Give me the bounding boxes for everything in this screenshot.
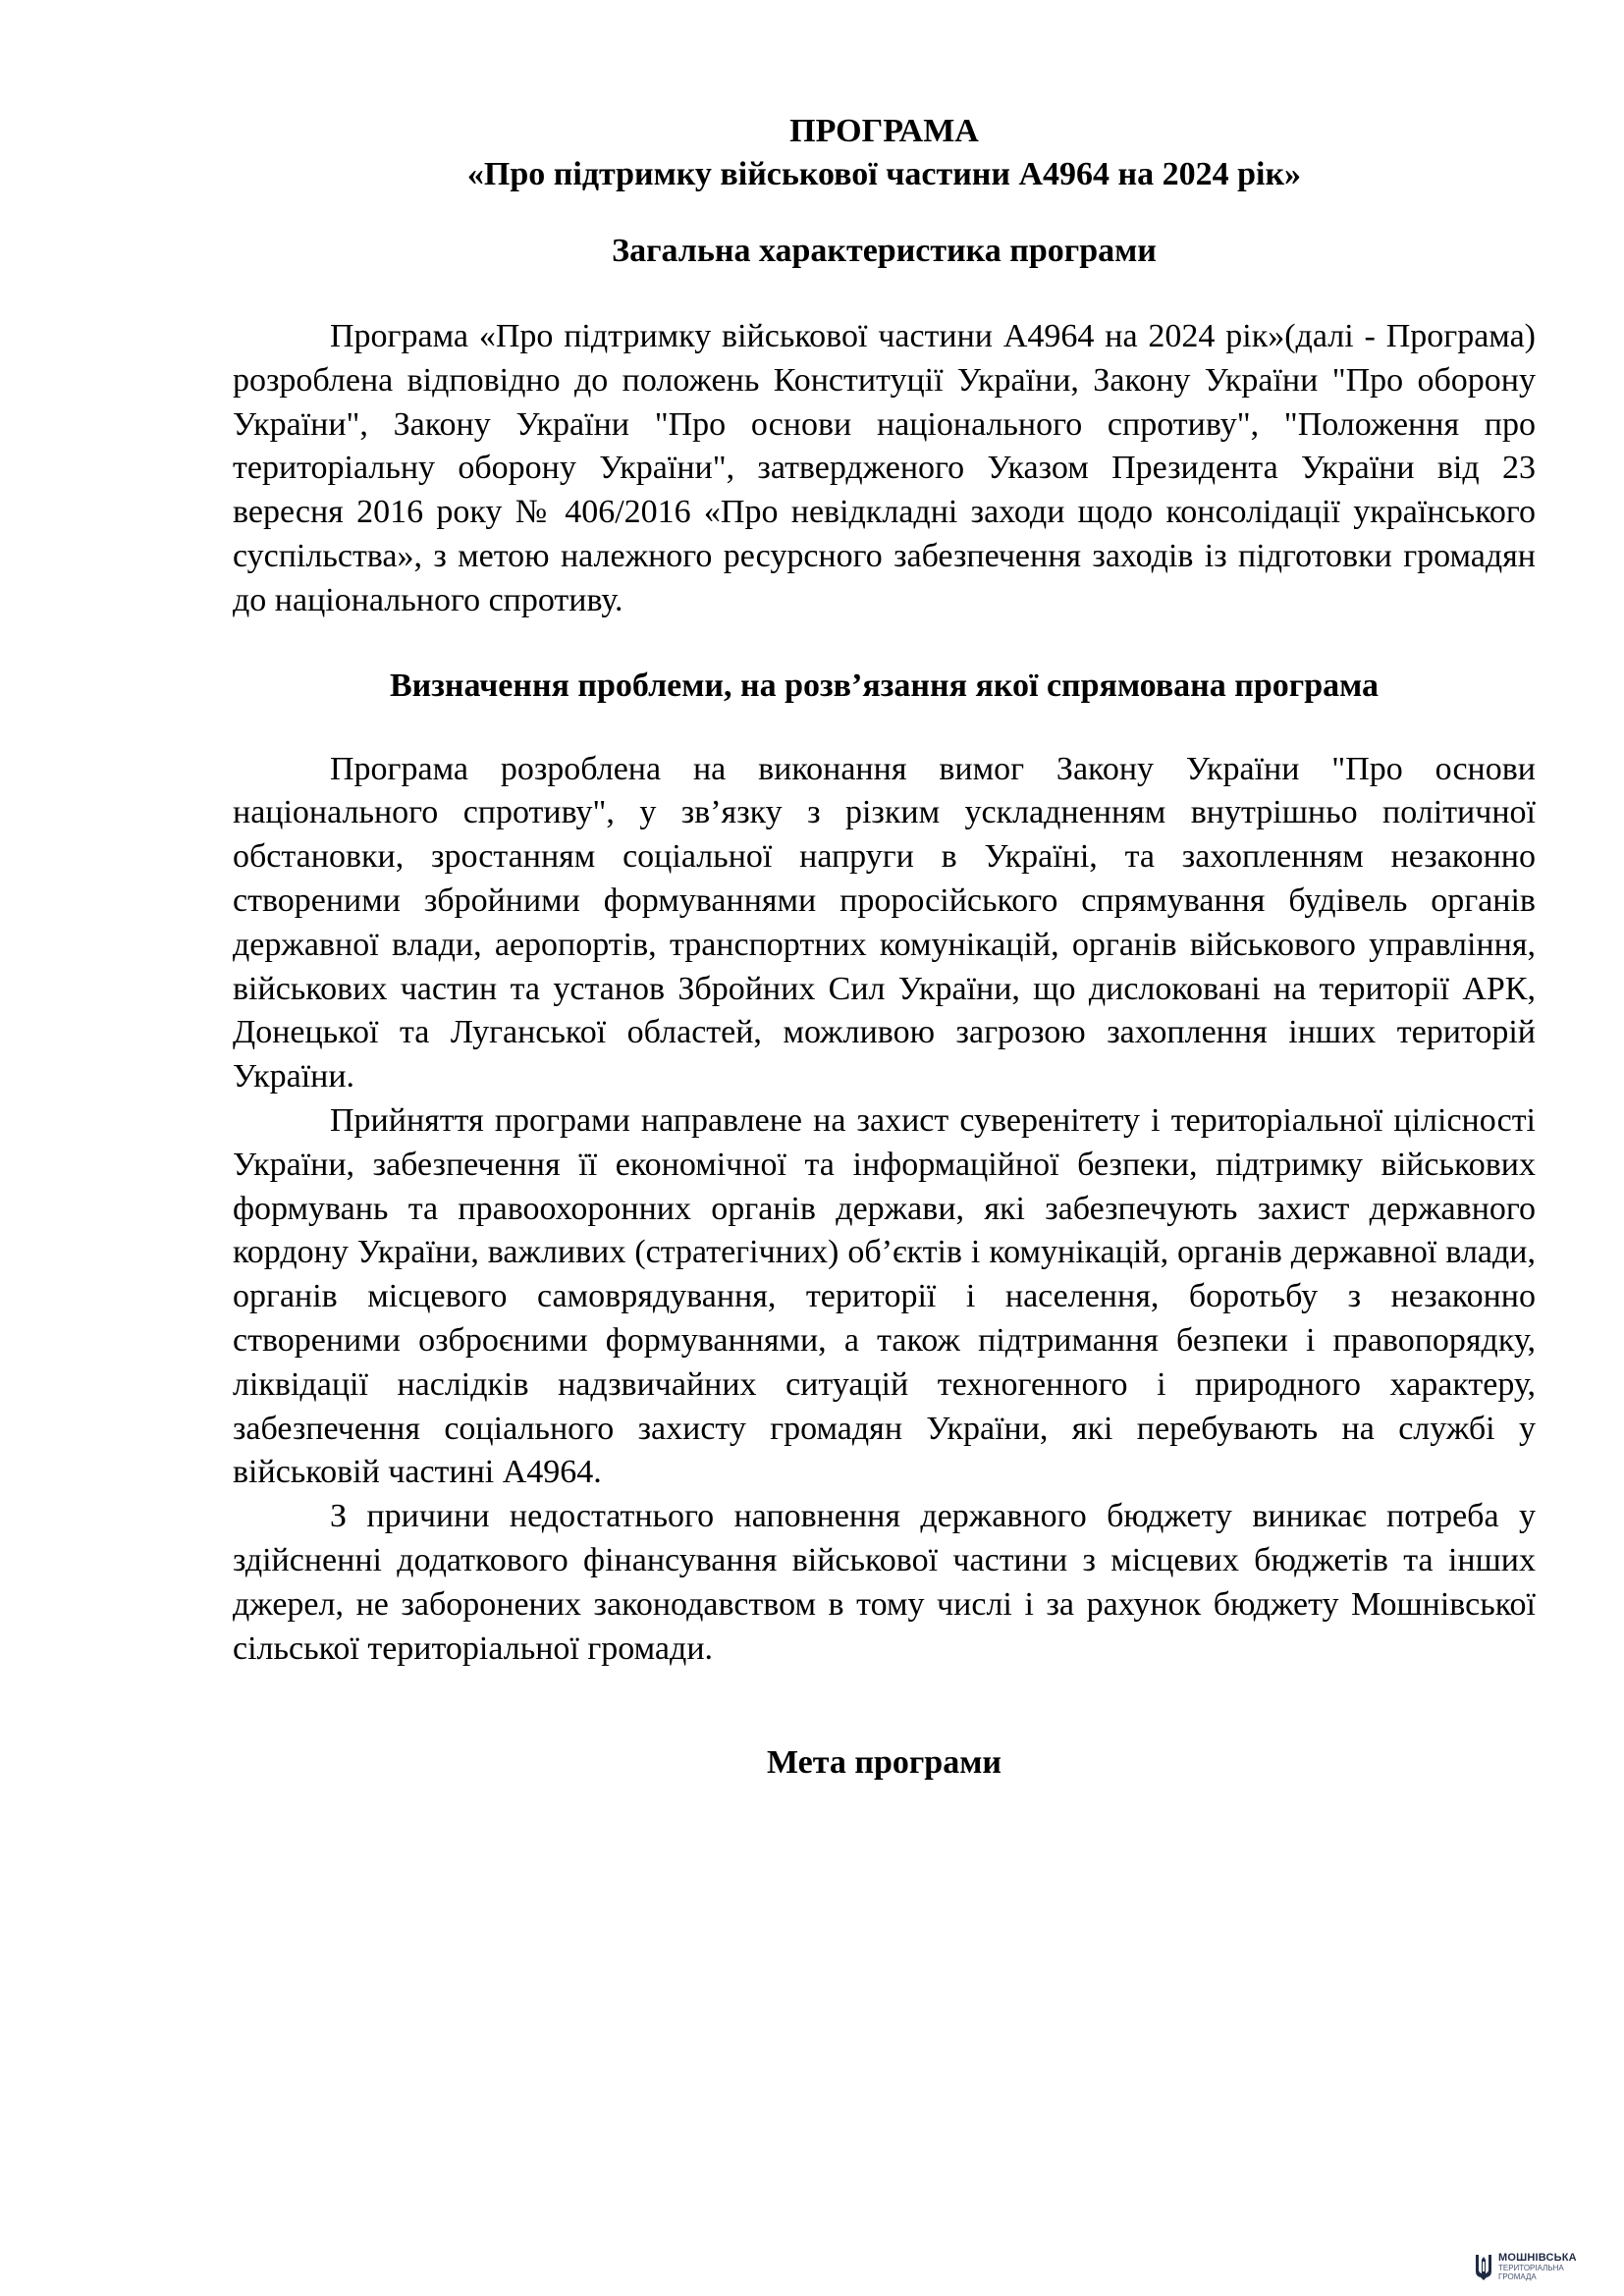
paragraph-problem-3: З причини недостатнього наповнення державного бюджету виникає потреба у здійсненні додаткового фінансування військової частини з місцевих бюджетів та інших джерел, не заборонених законодавством в тому числі і за рахунок бюджету Мошнівської сільської територіальної громади. [233,1498,1536,1667]
document-subtitle: «Про підтримку військової частини А4964 на 2024 рік» [466,156,1302,192]
paragraph-problem-2: Прийняття програми направлене на захист суверенітету і територіальної цілісності України, забезпечення її економічної та інформаційної безпеки, підтримку військових формувань та правоохоронних органів держави, які забезпечують захист державного кордону України, важливих (стратегічних) об’єктів і комунікацій, органів державної влади, органів місцевого самоврядування, території і населення, боротьбу з незаконно створеними озброєними формуваннями, а також підтримання безпеки і правопорядку, ліквідації наслідків надзвичайних ситуацій техногенного і природного характеру, забезпечення соціального захисту громадян України, які перебувають на службі у військовій частині А4964. [233,1101,1536,1491]
community-watermark-logo [1473,2250,1577,2283]
paragraph-problem-1: Програма розроблена на виконання вимог Закону України "Про основи національного спротиву", у зв’язку з різким ускладненням внутрішньо політичної обстановки, зростанням соціальної напруги в Україні, та захопленням незаконно створеними збройними формуваннями проросійського спрямування будівель органів державної влади, аеропортів, транспортних комунікацій, органів військового управління, військових частин та установ Збройних Сил України, що дислоковані на території АРК, Донецької та Луганської областей, можливою загрозою захоплення інших територій України. [233,750,1536,1095]
paragraph-general: Програма «Про підтримку військової частини А4964 на 2024 рік»(далі - Програма) розроблена відповідно до положень Конституції України, Закону України "Про оборону України", Закону України "Про основи національного спротиву", "Положення про територіальну оборону України", затвердженого Указом Президента України від 23 вересня 2016 року № 406/2016 «Про невідкладні заходи щодо консолідації українського суспільства», з метою належного ресурсного забезпечення заходів із підготовки громадян до національного спротиву. [233,318,1536,618]
section-heading-general: Загальна характеристика програми [612,233,1157,269]
section-heading-goal: Мета програми [767,1744,1001,1782]
watermark-line-3: ГРОМАДА [1498,2272,1537,2281]
watermark-line-1: МОШНІВСЬКА [1498,2252,1577,2264]
document-title: ПРОГРАМА [789,113,979,149]
watermark-text [1498,2252,1577,2281]
section-heading-problem: Визначення проблеми, на розв’язання якої спрямована програма [389,667,1380,704]
watermark-line-2: ТЕРИТОРІАЛЬНА [1498,2264,1564,2272]
document-page [233,110,1536,1785]
trident-icon [1473,2252,1494,2281]
